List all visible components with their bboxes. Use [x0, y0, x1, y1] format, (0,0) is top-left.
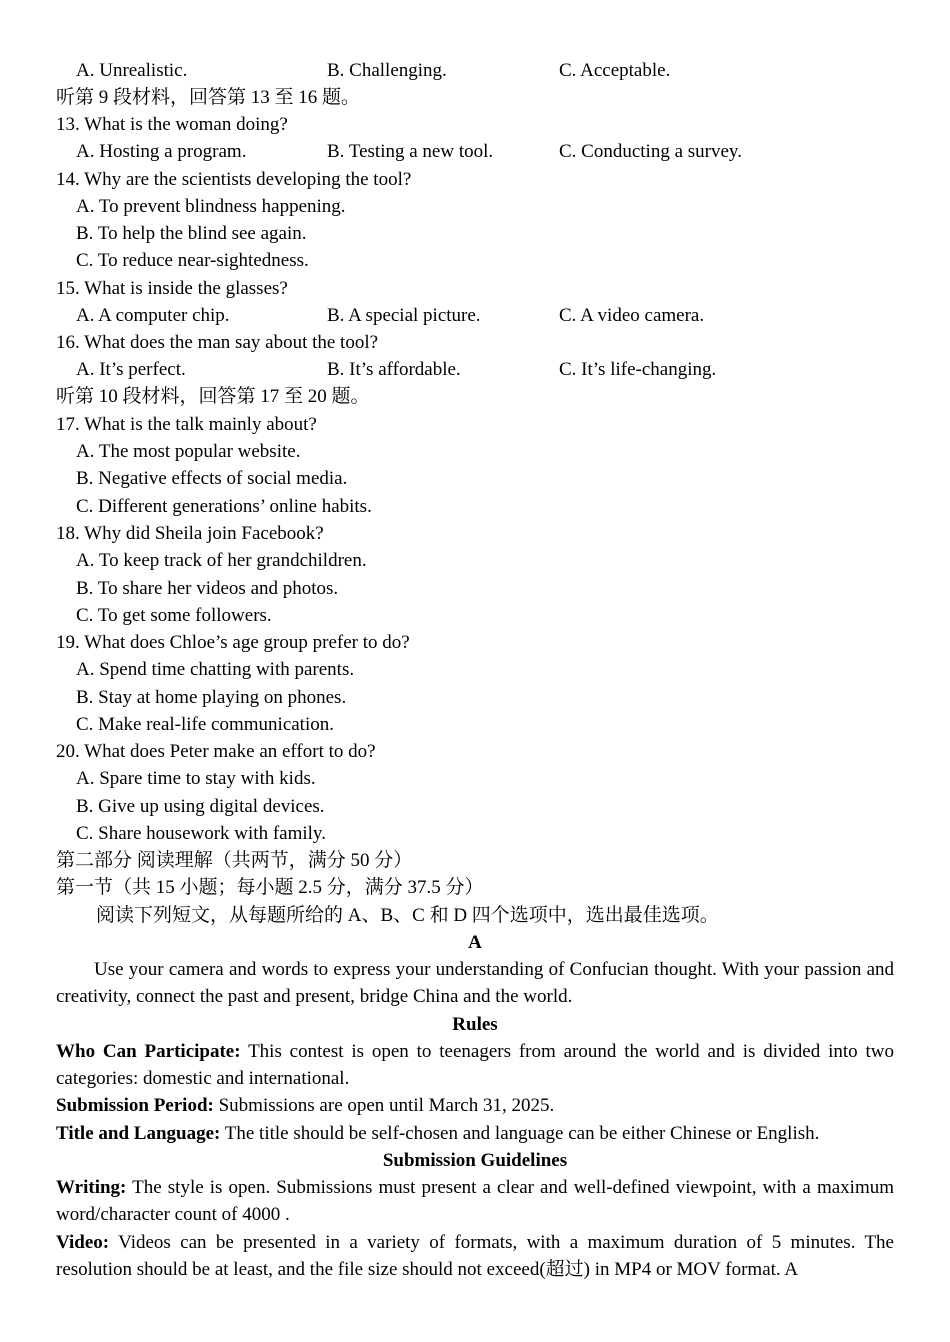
- q18-option-c: C. To get some followers.: [76, 605, 272, 626]
- q13-options: [76, 138, 894, 165]
- title-label: Title and Language:: [56, 1123, 221, 1144]
- who-text: This contest is open to teenagers from around the world and is divided into two categories: domestic and international.: [56, 1041, 894, 1090]
- q17-stem: 17. What is the talk mainly about?: [56, 414, 317, 435]
- passage-letter: A: [468, 932, 482, 953]
- rule-submission-period: [56, 1092, 894, 1119]
- q13-option-c: C. Conducting a survey.: [559, 141, 742, 162]
- q20-option-c: C. Share housework with family.: [76, 823, 326, 844]
- q19-stem: 19. What does Chloe’s age group prefer to do?: [56, 632, 410, 653]
- q17-option-a: A. The most popular website.: [76, 441, 301, 462]
- q13-option-b: B. Testing a new tool.: [327, 141, 494, 162]
- q19-option-c: C. Make real-life communication.: [76, 714, 334, 735]
- q18-stem: 18. Why did Sheila join Facebook?: [56, 523, 324, 544]
- period-label: Submission Period:: [56, 1095, 214, 1116]
- q17-option-c: C. Different generations’ online habits.: [76, 496, 372, 517]
- guideline-video: [56, 1229, 894, 1283]
- q15-option-b: B. A special picture.: [327, 305, 481, 326]
- q17-option-b: B. Negative effects of social media.: [76, 468, 348, 489]
- q16-options: [76, 356, 894, 383]
- q20-option-b: B. Give up using digital devices.: [76, 796, 325, 817]
- q20-stem: 20. What does Peter make an effort to do?: [56, 741, 376, 762]
- q14-option-b: B. To help the blind see again.: [76, 223, 307, 244]
- video-label: Video:: [56, 1232, 110, 1253]
- q12-options: [76, 57, 894, 84]
- q12-option-b: B. Challenging.: [327, 60, 447, 81]
- q16-option-b: B. It’s affordable.: [327, 359, 461, 380]
- q15-stem: 15. What is inside the glasses?: [56, 278, 288, 299]
- part-2-instruction: 阅读下列短文，从每题所给的 A、B、C 和 D 四个选项中，选出最佳选项。: [96, 905, 719, 926]
- passage-intro: Use your camera and words to express your understanding of Confucian thought. With your passion and creativity, connect the past and present, bridge China and the world.: [56, 959, 894, 1008]
- q15-option-a: A. A computer chip.: [76, 305, 230, 326]
- q20-option-a: A. Spare time to stay with kids.: [76, 768, 316, 789]
- q16-option-c: C. It’s life-changing.: [559, 359, 717, 380]
- q19-option-a: A. Spend time chatting with parents.: [76, 659, 355, 680]
- video-text: Videos can be presented in a variety of formats, with a maximum duration of 5 minutes. The resolution should be at least, and the file size should not exceed(超过) in MP4 or MOV format. A: [56, 1232, 894, 1281]
- section-10-instruction: 听第 10 段材料，回答第 17 至 20 题。: [56, 386, 370, 407]
- section-9-instruction: 听第 9 段材料，回答第 13 至 16 题。: [56, 87, 361, 108]
- q14-option-a: A. To prevent blindness happening.: [76, 196, 346, 217]
- q16-stem: 16. What does the man say about the tool?: [56, 332, 379, 353]
- part-2-title: 第二部分 阅读理解（共两节，满分 50 分）: [56, 850, 413, 871]
- q15-options: [76, 302, 894, 329]
- who-label: Who Can Participate:: [56, 1041, 241, 1062]
- guidelines-heading: Submission Guidelines: [382, 1150, 568, 1171]
- q14-option-c: C. To reduce near-sightedness.: [76, 250, 309, 271]
- q18-option-b: B. To share her videos and photos.: [76, 578, 339, 599]
- rule-who-can-participate: [56, 1038, 894, 1092]
- q19-option-b: B. Stay at home playing on phones.: [76, 687, 347, 708]
- writing-text: The style is open. Submissions must present a clear and well-defined viewpoint, with a maximum word/character count of 4000 .: [56, 1177, 894, 1226]
- title-text: The title should be self-chosen and language can be either Chinese or English.: [220, 1123, 820, 1144]
- writing-label: Writing:: [56, 1177, 127, 1198]
- rule-title-language: [56, 1120, 894, 1147]
- period-text: Submissions are open until March 31, 2025.: [213, 1095, 555, 1116]
- q15-option-c: C. A video camera.: [559, 305, 705, 326]
- q14-stem: 14. Why are the scientists developing the tool?: [56, 169, 412, 190]
- q12-option-c: C. Acceptable.: [559, 60, 671, 81]
- guideline-writing: [56, 1174, 894, 1228]
- part-2-section-1: 第一节（共 15 小题；每小题 2.5 分，满分 37.5 分）: [56, 877, 484, 898]
- rules-heading: Rules: [452, 1014, 498, 1035]
- q18-option-a: A. To keep track of her grandchildren.: [76, 550, 367, 571]
- q16-option-a: A. It’s perfect.: [76, 359, 186, 380]
- q12-option-a: A. Unrealistic.: [76, 60, 188, 81]
- q13-option-a: A. Hosting a program.: [76, 141, 247, 162]
- q13-stem: 13. What is the woman doing?: [56, 114, 288, 135]
